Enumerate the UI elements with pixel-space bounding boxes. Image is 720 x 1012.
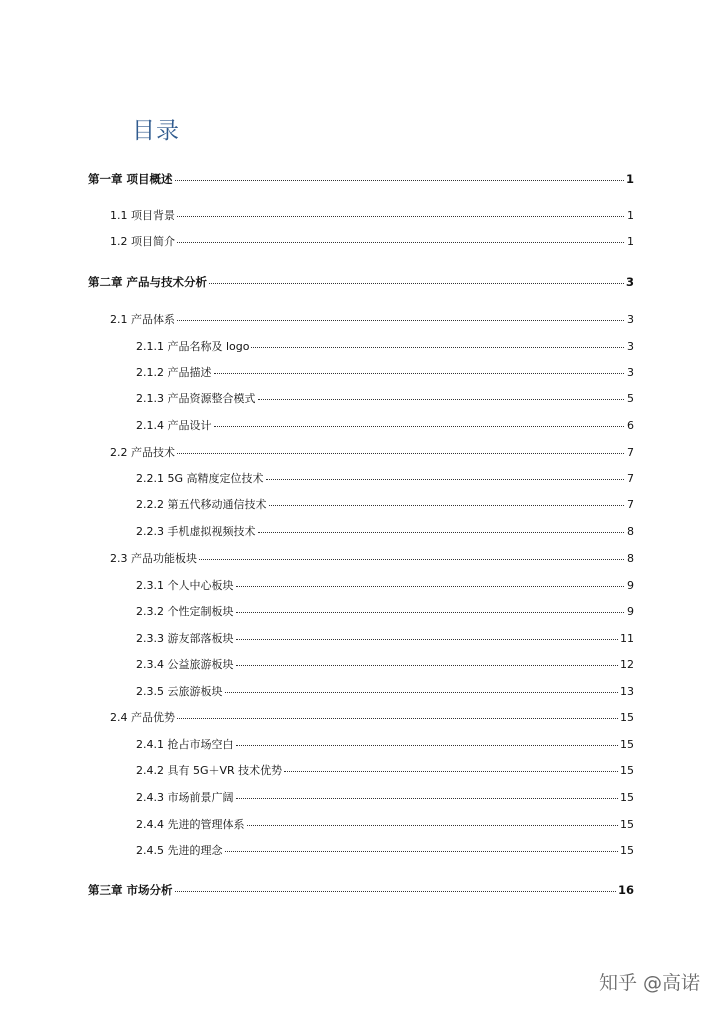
toc-page-number: 12: [620, 658, 634, 671]
toc-page-number: 15: [620, 818, 634, 831]
toc-page-number: 15: [620, 844, 634, 857]
toc-entry-label: 2.3 产品功能板块: [110, 552, 197, 565]
toc-dot-leader: [236, 612, 625, 613]
toc-entry-label: 2.2.2 第五代移动通信技术: [136, 498, 267, 511]
toc-entry-label: 1.1 项目背景: [110, 209, 175, 222]
toc-dot-leader: [175, 891, 616, 892]
toc-entry-label: 2.2 产品技术: [110, 446, 175, 459]
toc-page-number: 3: [627, 366, 634, 379]
toc-dot-leader: [251, 347, 624, 348]
watermark: 知乎 @高诺: [598, 972, 700, 994]
toc-dot-leader: [225, 692, 619, 693]
toc-page-number: 5: [627, 392, 634, 405]
toc-page-number: 3: [627, 340, 634, 353]
toc-entry-label: 2.4.5 先进的理念: [136, 844, 223, 857]
toc-entry-section[interactable]: [110, 711, 634, 725]
toc-dot-leader: [225, 851, 619, 852]
toc-entry-label: 2.1.3 产品资源整合模式: [136, 392, 256, 405]
toc-entry-subsection[interactable]: [136, 685, 634, 699]
toc-entry-subsection[interactable]: [136, 764, 634, 778]
toc-entry-subsection[interactable]: [136, 419, 634, 433]
toc-entry-subsection[interactable]: [136, 579, 634, 593]
toc-dot-leader: [258, 532, 625, 533]
toc-dot-leader: [284, 771, 618, 772]
toc-page-number: 15: [620, 764, 634, 777]
toc-entry-label: 2.4.1 抢占市场空白: [136, 738, 234, 751]
toc-entry-subsection[interactable]: [136, 844, 634, 858]
toc-entry-subsection[interactable]: [136, 366, 634, 380]
toc-dot-leader: [266, 479, 624, 480]
toc-entry-label: 2.3.3 游友部落板块: [136, 632, 234, 645]
toc-page-number: 6: [627, 419, 634, 432]
toc-entry-label: 2.1.2 产品描述: [136, 366, 212, 379]
toc-entry-label: 2.3.2 个性定制板块: [136, 605, 234, 618]
toc-page-number: 7: [627, 472, 634, 485]
toc-entry-label: 2.1.1 产品名称及 logo: [136, 340, 250, 353]
toc-page-number: 15: [620, 791, 634, 804]
toc-dot-leader: [236, 586, 625, 587]
toc-entry-label: 2.3.4 公益旅游板块: [136, 658, 234, 671]
toc-entry-subsection[interactable]: [136, 498, 634, 512]
toc-page-number: 13: [620, 685, 634, 698]
toc-dot-leader: [177, 216, 624, 217]
toc-entry-subsection[interactable]: [136, 605, 634, 619]
toc-entry-label: 2.3.1 个人中心板块: [136, 579, 234, 592]
toc-entry-label: 第二章 产品与技术分析: [88, 275, 208, 289]
toc-entry-subsection[interactable]: [136, 392, 634, 406]
toc-dot-leader: [269, 505, 625, 506]
toc-entry-subsection[interactable]: [136, 791, 634, 805]
toc-entry-label: 2.3.5 云旅游板块: [136, 685, 223, 698]
toc-page-number: 15: [620, 738, 634, 751]
toc-entry-chapter[interactable]: [88, 172, 634, 186]
toc-dot-leader: [214, 426, 625, 427]
toc-entry-label: 2.2.1 5G 高精度定位技术: [136, 472, 264, 485]
toc-page-number: 8: [627, 552, 634, 565]
toc-entry-label: 2.4 产品优势: [110, 711, 175, 724]
toc-entry-label: 第一章 项目概述: [88, 172, 173, 186]
toc-dot-leader: [209, 283, 624, 284]
toc-page-number: 16: [617, 883, 634, 897]
toc-entry-subsection[interactable]: [136, 818, 634, 832]
toc-entry-section[interactable]: [110, 235, 634, 249]
toc-dot-leader: [177, 453, 624, 454]
toc-dot-leader: [236, 639, 619, 640]
toc-entry-label: 2.2.3 手机虚拟视频技术: [136, 525, 256, 538]
toc-dot-leader: [177, 320, 624, 321]
toc-entry-label: 1.2 项目简介: [110, 235, 175, 248]
toc-page-number: 7: [627, 498, 634, 511]
toc-entry-subsection[interactable]: [136, 632, 634, 646]
toc-page-number: 1: [625, 172, 634, 186]
toc-dot-leader: [177, 242, 624, 243]
toc-entry-label: 2.1.4 产品设计: [136, 419, 212, 432]
toc-page-number: 1: [627, 235, 634, 248]
toc-entry-section[interactable]: [110, 209, 634, 223]
toc-entry-label: 第三章 市场分析: [88, 883, 173, 897]
toc-entry-section[interactable]: [110, 446, 634, 460]
toc-entry-label: 2.4.2 具有 5G＋VR 技术优势: [136, 764, 283, 777]
toc-entry-subsection[interactable]: [136, 658, 634, 672]
toc-dot-leader: [236, 665, 619, 666]
toc-dot-leader: [236, 745, 619, 746]
toc-entry-subsection[interactable]: [136, 525, 634, 539]
toc-dot-leader: [175, 180, 624, 181]
toc-page-number: 3: [625, 275, 634, 289]
toc-entry-subsection[interactable]: [136, 340, 634, 354]
toc-page-number: 9: [627, 579, 634, 592]
toc-title: 目录: [132, 118, 180, 144]
toc-entry-subsection[interactable]: [136, 472, 634, 486]
toc-dot-leader: [236, 798, 619, 799]
toc-entry-section[interactable]: [110, 552, 634, 566]
toc-page-number: 7: [627, 446, 634, 459]
toc-page-number: 11: [620, 632, 634, 645]
toc-page-number: 9: [627, 605, 634, 618]
toc-dot-leader: [177, 718, 618, 719]
toc-entry-subsection[interactable]: [136, 738, 634, 752]
toc-entry-chapter[interactable]: [88, 275, 634, 289]
toc-entry-chapter[interactable]: [88, 883, 634, 897]
toc-page-number: 1: [627, 209, 634, 222]
toc-entry-label: 2.1 产品体系: [110, 313, 175, 326]
toc-dot-leader: [258, 399, 625, 400]
toc-dot-leader: [214, 373, 625, 374]
toc-dot-leader: [247, 825, 619, 826]
toc-page-number: 8: [627, 525, 634, 538]
toc-entry-label: 2.4.3 市场前景广阔: [136, 791, 234, 804]
toc-page-number: 3: [627, 313, 634, 326]
toc-entry-label: 2.4.4 先进的管理体系: [136, 818, 245, 831]
toc-dot-leader: [199, 559, 624, 560]
toc-page-number: 15: [620, 711, 634, 724]
toc-entry-section[interactable]: [110, 313, 634, 327]
